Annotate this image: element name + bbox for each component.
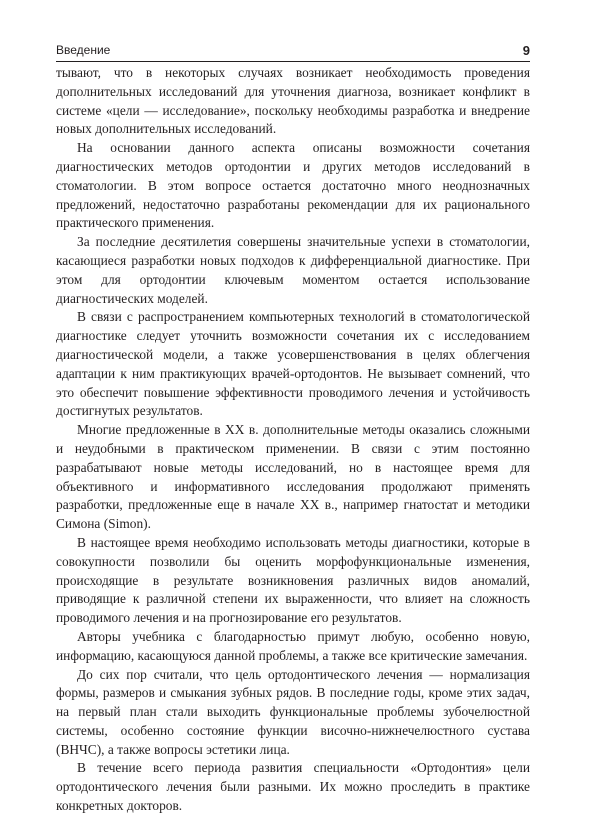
- paragraph: В течение всего периода развития специальности «Ортодонтия» цели ортодонтического лечения были разными. Их можно проследить в практике конкретных докторов.: [56, 760, 530, 814]
- section-title: Введение: [56, 43, 111, 57]
- body-text: [56, 64, 530, 816]
- paragraph: До сих пор считали, что цель ортодонтического лечения — нормализация формы, размеров и смыкания зубных рядов. В последние годы, кроме этих задач, на первый план стали выходить функциональные проблемы зубочелюстной системы, особенно состояние функции височно-нижнечелюстного сустава (ВНЧС), а также вопросы эстетики лица.: [56, 666, 530, 757]
- running-header: [56, 43, 530, 61]
- paragraph-continuation: тывают, что в некоторых случаях возникает необходимость проведения дополнительных исследований для уточнения диагноза, возникает конфликт в системе «цели — исследование», поскольку необходимы разработка и внедрение новых дополнительных исследований.: [56, 65, 530, 137]
- paragraph: Многие предложенные в XX в. дополнительные методы оказались сложными и неудобными в практическом применении. В связи с этим постоянно разрабатывают новые методы исследований, но в настоящее время для объективного и информативного исследования продолжают применять разработки, предложенные еще в начале XX в., например гнатостат и методики Симона (Simon).: [56, 422, 530, 532]
- header-rule: [56, 61, 530, 62]
- paragraph: За последние десятилетия совершены значительные успехи в стоматологии, касающиеся разработки новых подходов к дифференциальной диагностике. При этом для ортодонтии ключевым моментом остается использование диагностических моделей.: [56, 234, 530, 306]
- page-number: 9: [522, 43, 530, 58]
- paragraph: В настоящее время необходимо использовать методы диагностики, которые в совокупности позволили бы оценить морфофункциональные изменения, происходящие в результате возникновения различных видов аномалий, приводящие к различной степени их выраженности, что влияет на сложность проводимого лечения и на прогнозирование его результатов.: [56, 534, 530, 626]
- paragraph: Авторы учебника с благодарностью примут любую, особенно новую, информацию, касающуюся данной проблемы, а также все критические замечания.: [56, 628, 530, 663]
- paragraph: В связи с распространением компьютерных технологий в стоматологической диагностике следует уточнить возможности сочетания их с исследованием диагностической модели, а также усовершенствования в целях облегчения адаптации к ним практикующих врачей-ортодонтов. Не вызывает сомнений, что это обеспечит повышение эффективности проводимого лечения и устойчивость достигнутых результатов.: [56, 309, 530, 419]
- paragraph: На основании данного аспекта описаны возможности сочетания диагностических методов ортодонтии и других методов исследований в стоматологии. В этом вопросе остается достаточно много неоднозначных предложений, недостаточно разработаны рекомендации для их рационального практического применения.: [56, 140, 530, 231]
